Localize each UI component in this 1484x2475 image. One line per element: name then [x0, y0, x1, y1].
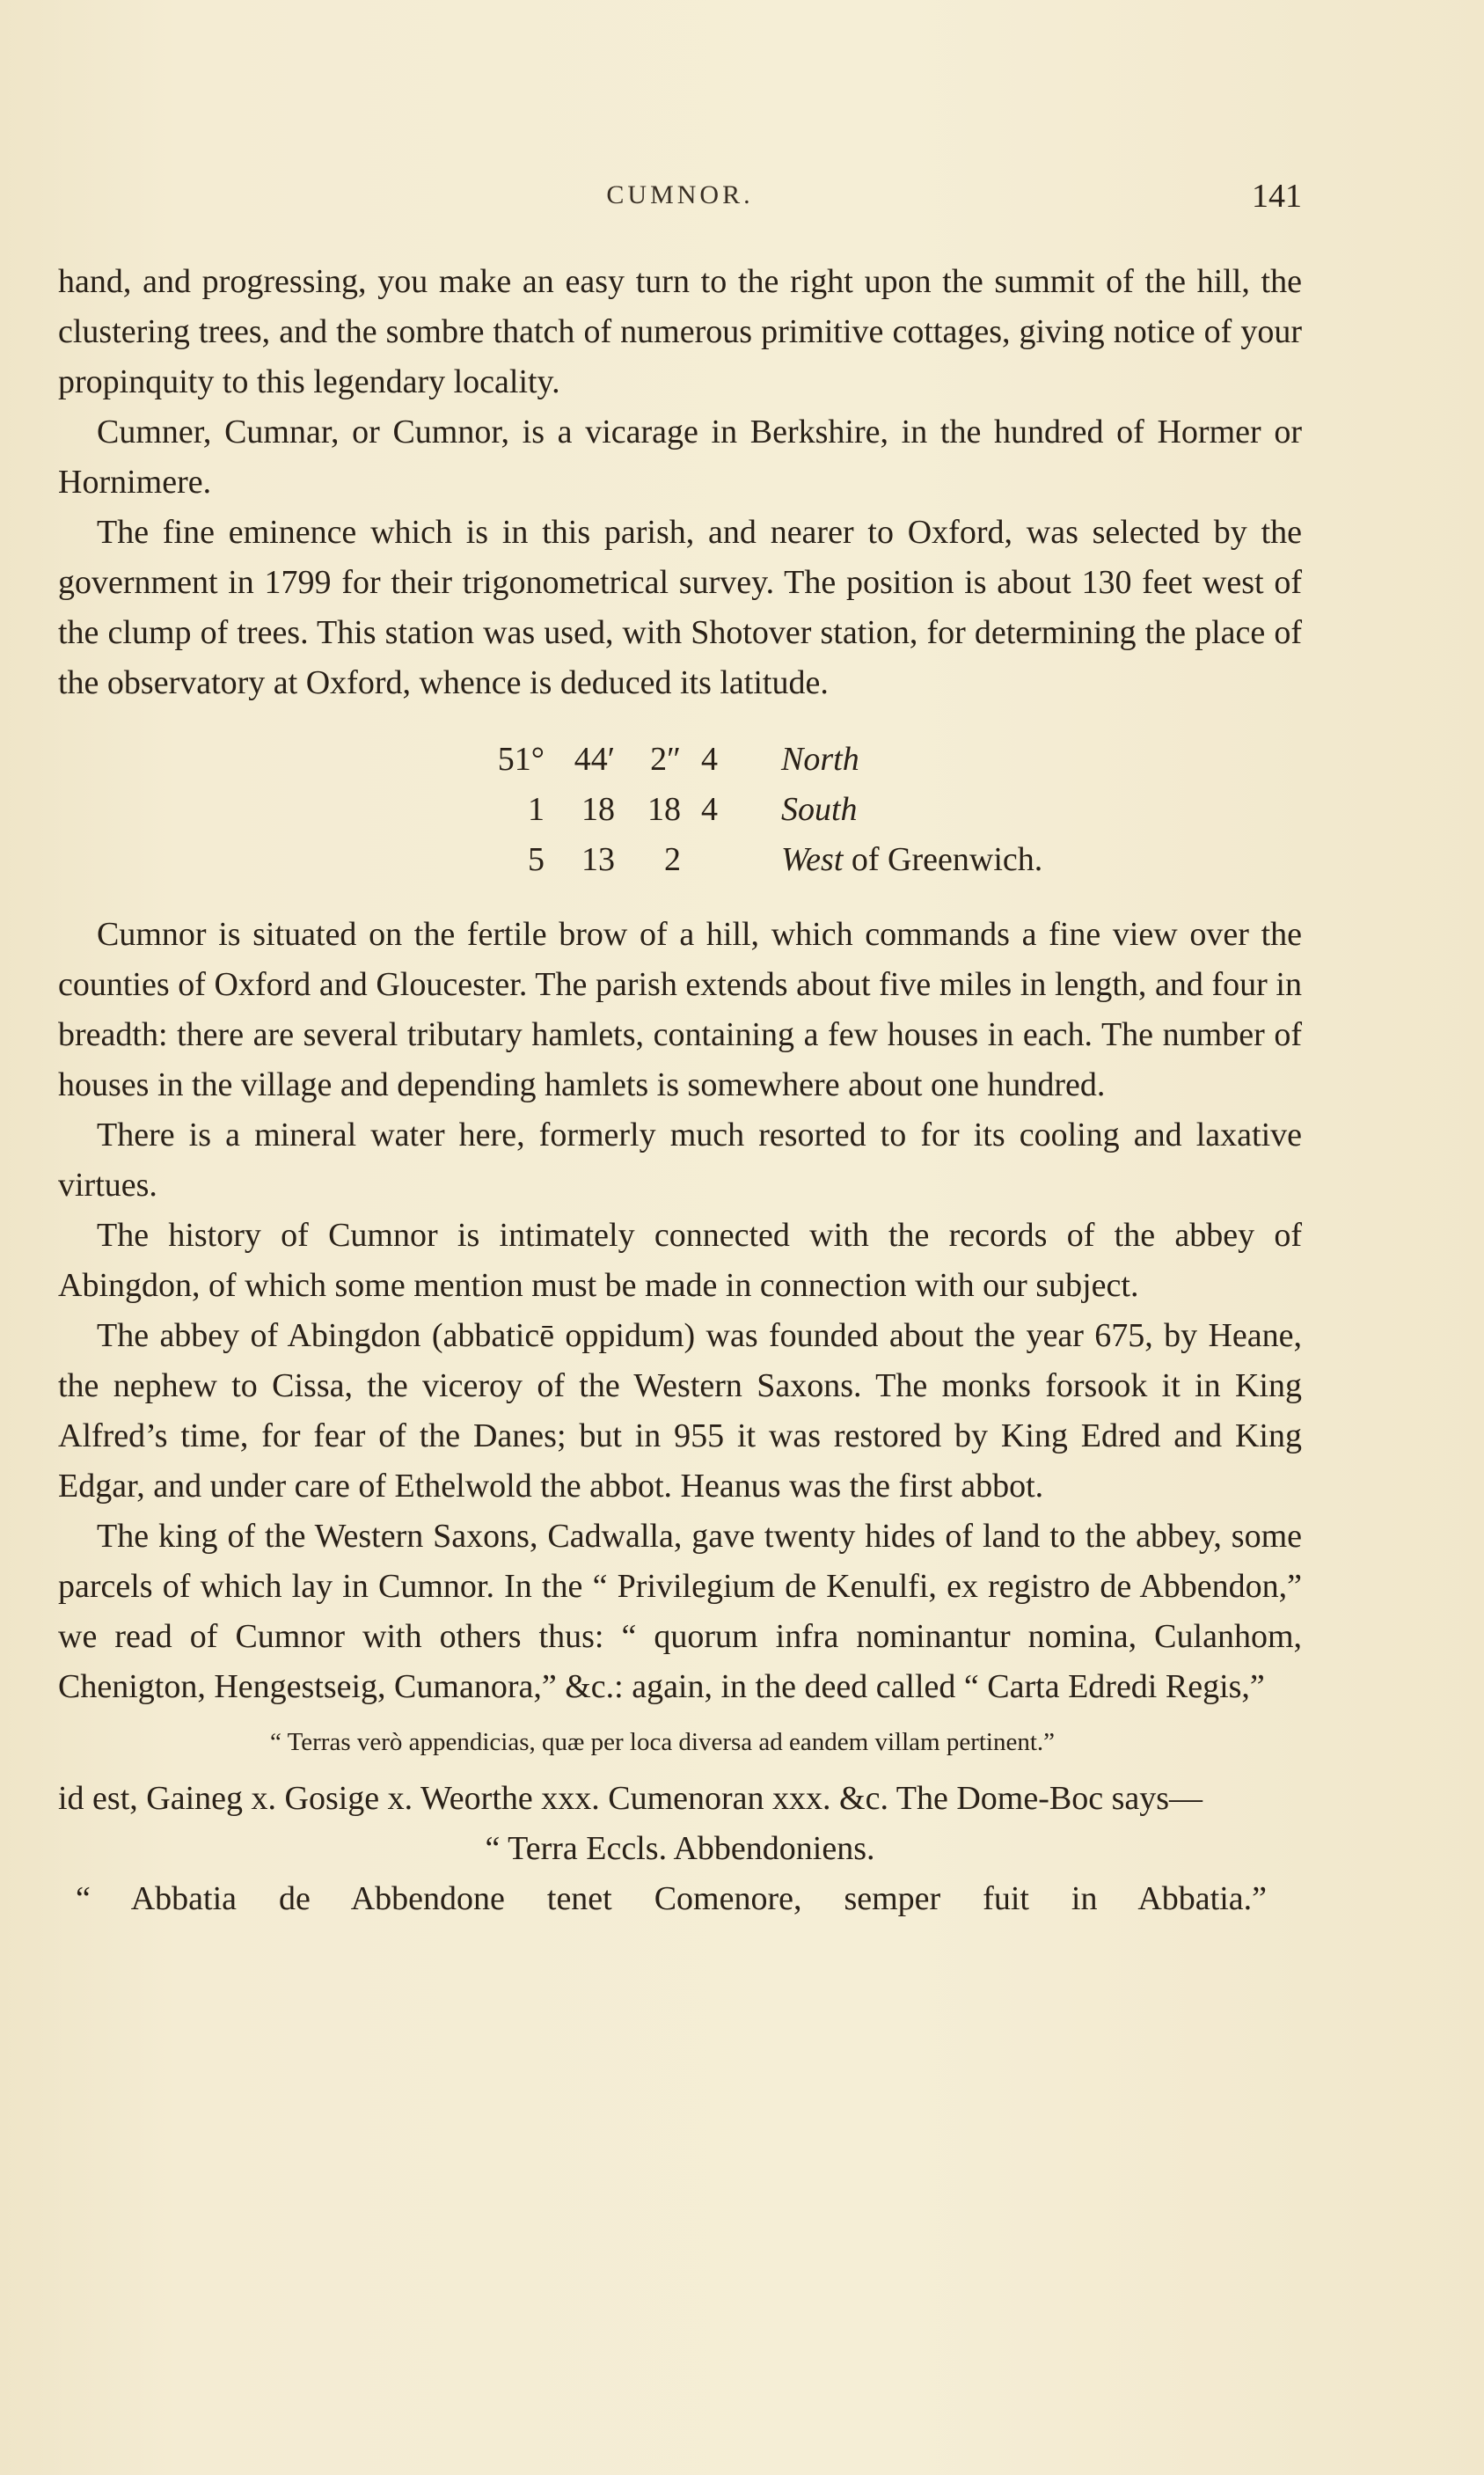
paragraph-8: The king of the Western Saxons, Cadwalla, gave twenty hides of land to the abbey, some parcels of which lay in Cumnor. In the “ Privilegium de Kenulfi, ex registro de Abbendon,” we read of Cumnor with others thus: “ quorum infra nominantur nomina, Culanhom, Chenigton, Hengestseig, Cumanora,” &c.: again, in the deed called “ Carta Edredi Regis,”	[58, 1518, 1302, 1705]
coordinates-table	[58, 735, 1302, 885]
coord-direction: South	[781, 791, 858, 828]
quote-abbatia: “ Abbatia de Abbendone tenet Comenore, semper fuit in Abbatia.”	[76, 1880, 1267, 1917]
coord-minutes: 13	[581, 841, 615, 878]
page-number: 141	[1252, 178, 1302, 215]
coord-seconds: 2	[664, 841, 681, 878]
page-header	[58, 180, 1302, 224]
quote-terras: “ Terras verò appendicias, quæ per loca diversa ad eandem villam pertinent.”	[269, 1728, 1056, 1756]
body-text	[58, 257, 1302, 1924]
paragraph-7: The abbey of Abingdon (abbaticē oppidum) was founded about the year 675, by Heane, the nephew to Cissa, the viceroy of the Western Saxons. The monks forsook it in King Alfred’s time, for fear of the Danes; but in 955 it was restored by King Edred and King Edgar, and under care of Ethelwold the abbot. Heanus was the first abbot.	[58, 1317, 1302, 1505]
paragraph-2: Cumner, Cumnar, or Cumnor, is a vicarage in Berkshire, in the hundred of Hormer or Hornimere.	[58, 414, 1302, 501]
coordinate-row	[58, 785, 1302, 835]
coord-minutes: 18	[581, 791, 615, 828]
coord-fraction: 4	[701, 791, 718, 828]
coord-seconds: 18	[647, 791, 681, 828]
coord-direction: West of Greenwich.	[781, 841, 1043, 878]
paragraph-3: The fine eminence which is in this parish, and nearer to Oxford, was selected by the government in 1799 for their trigonometrical survey. The position is about 130 feet west of the clump of trees. This station was used, with Shotover station, for determining the place of the observatory at Oxford, whence is deduced its latitude.	[58, 514, 1302, 701]
coord-degrees: 1	[528, 791, 545, 828]
coord-seconds: 2″	[650, 741, 681, 778]
running-title: CUMNOR.	[606, 180, 754, 209]
coord-minutes: 44′	[574, 741, 615, 778]
coord-degrees: 51°	[497, 741, 545, 778]
coord-fraction: 4	[701, 741, 718, 778]
quote-terra-eccls: “ Terra Eccls. Abbendoniens.	[485, 1830, 875, 1867]
coord-direction: North	[781, 741, 859, 778]
paragraph-9: id est, Gaineg x. Gosige x. Weorthe xxx. Cumenoran xxx. &c. The Dome-Boc says—	[58, 1780, 1203, 1817]
coordinate-row	[58, 735, 1302, 785]
paragraph-1: hand, and progressing, you make an easy turn to the right upon the summit of the hill, the clustering trees, and the sombre thatch of numerous primitive cottages, giving notice of your propinquity to this legendary locality.	[58, 263, 1302, 400]
paragraph-4: Cumnor is situated on the fertile brow of a hill, which commands a fine view over the counties of Oxford and Gloucester. The parish extends about five miles in length, and four in breadth: there are several tributary hamlets, containing a few houses in each. The number of houses in the village and depending hamlets is somewhere about one hundred.	[58, 916, 1302, 1103]
coordinate-row	[58, 835, 1302, 885]
coord-degrees: 5	[528, 841, 545, 878]
paragraph-5: There is a mineral water here, formerly much resorted to for its cooling and laxative virtues.	[58, 1117, 1302, 1204]
paragraph-6: The history of Cumnor is intimately connected with the records of the abbey of Abingdon, of which some mention must be made in connection with our subject.	[58, 1217, 1302, 1304]
